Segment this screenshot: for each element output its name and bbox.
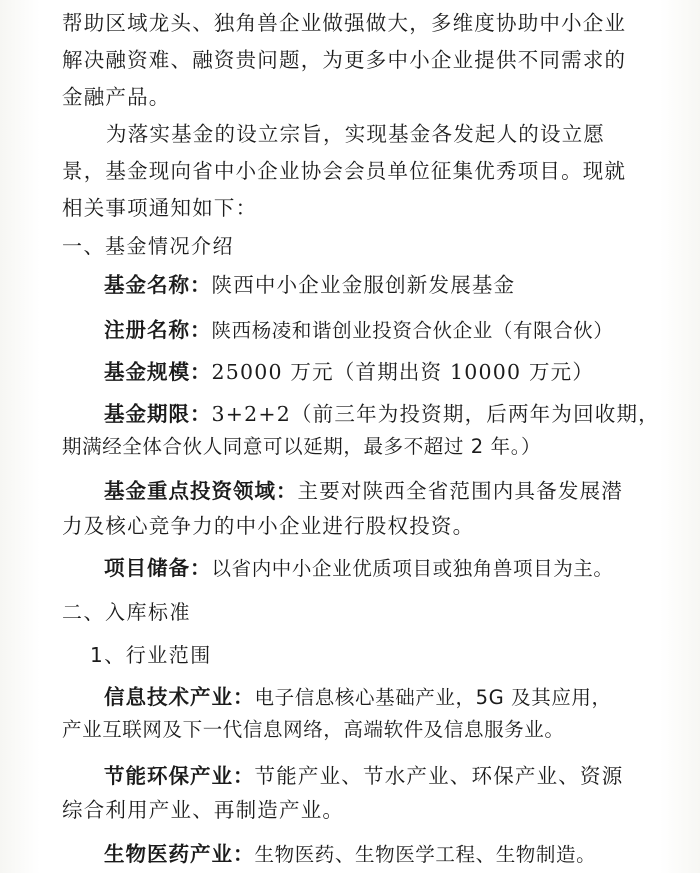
fund-name-label: 基金名称： xyxy=(104,273,212,297)
project-reserve-value: 以省内中小企业优质项目或独角兽项目为主。 xyxy=(211,557,614,580)
fund-term-label: 基金期限： xyxy=(104,402,212,426)
fund-scale-value: 25000 万元（首期出资 10000 万元） xyxy=(211,360,595,384)
intro-line-3: 金融产品。 xyxy=(62,85,171,109)
key-investment-areas-value-line-2: 力及核心竞争力的中小企业进行股权投资。 xyxy=(62,514,475,538)
key-investment-areas-value-line-1: 主要对陕西全省范围内具备发展潜 xyxy=(297,479,623,503)
biomedicine-industry-row xyxy=(104,841,596,868)
project-reserve-label: 项目储备： xyxy=(104,556,212,580)
it-industry-row xyxy=(104,684,612,711)
energy-saving-industry-row xyxy=(104,763,623,789)
key-investment-areas-label: 基金重点投资领域： xyxy=(104,479,298,503)
fund-scale-row xyxy=(104,359,594,385)
purpose-line-2: 景，基金现向省中小企业协会会员单位征集优秀项目。现就 xyxy=(62,159,627,183)
energy-saving-industry-value-line-1: 节能产业、节水产业、环保产业、资源 xyxy=(254,764,624,788)
section-2-heading: 二、入库标准 xyxy=(62,600,191,624)
intro-line-2: 解决融资难、融资贵问题，为更多中小企业提供不同需求的 xyxy=(62,48,627,72)
fund-name-row xyxy=(104,272,515,298)
biomedicine-industry-label: 生物医药产业： xyxy=(104,842,255,866)
intro-line-1: 帮助区域龙头、独角兽企业做强做大，多维度协助中小企业 xyxy=(62,11,627,35)
fund-term-value-line-2: 期满经全体合伙人同意可以延期，最多不超过 2 年。） xyxy=(62,435,542,458)
biomedicine-industry-value: 生物医药、生物医学工程、生物制造。 xyxy=(254,843,597,866)
fund-name-value: 陕西中小企业金服创新发展基金 xyxy=(211,273,516,297)
registered-name-label: 注册名称： xyxy=(104,318,212,342)
key-investment-areas-row xyxy=(104,478,623,504)
fund-term-row xyxy=(104,401,660,427)
registered-name-value: 陕西杨凌和谐创业投资合伙企业（有限合伙） xyxy=(211,319,614,342)
it-industry-label: 信息技术产业： xyxy=(104,685,255,709)
section-1-heading: 一、基金情况介绍 xyxy=(62,234,234,258)
purpose-line-1: 为落实基金的设立宗旨，实现基金各发起人的设立愿 xyxy=(106,122,606,146)
energy-saving-industry-value-line-2: 综合利用产业、再制造产业。 xyxy=(62,798,345,822)
registered-name-row xyxy=(104,317,614,344)
energy-saving-industry-label: 节能环保产业： xyxy=(104,764,255,788)
fund-term-value-line-1: 3+2+2（前三年为投资期，后两年为回收期， xyxy=(211,402,660,426)
fund-scale-label: 基金规模： xyxy=(104,360,212,384)
it-industry-value-line-1: 电子信息核心基础产业，5G 及其应用， xyxy=(254,686,612,709)
it-industry-value-line-2: 产业互联网及下一代信息网络，高端软件及信息服务业。 xyxy=(62,718,565,741)
project-reserve-row xyxy=(104,555,614,582)
subsection-1-heading: 1、行业范围 xyxy=(90,643,212,667)
purpose-line-3: 相关事项通知如下： xyxy=(62,196,258,220)
